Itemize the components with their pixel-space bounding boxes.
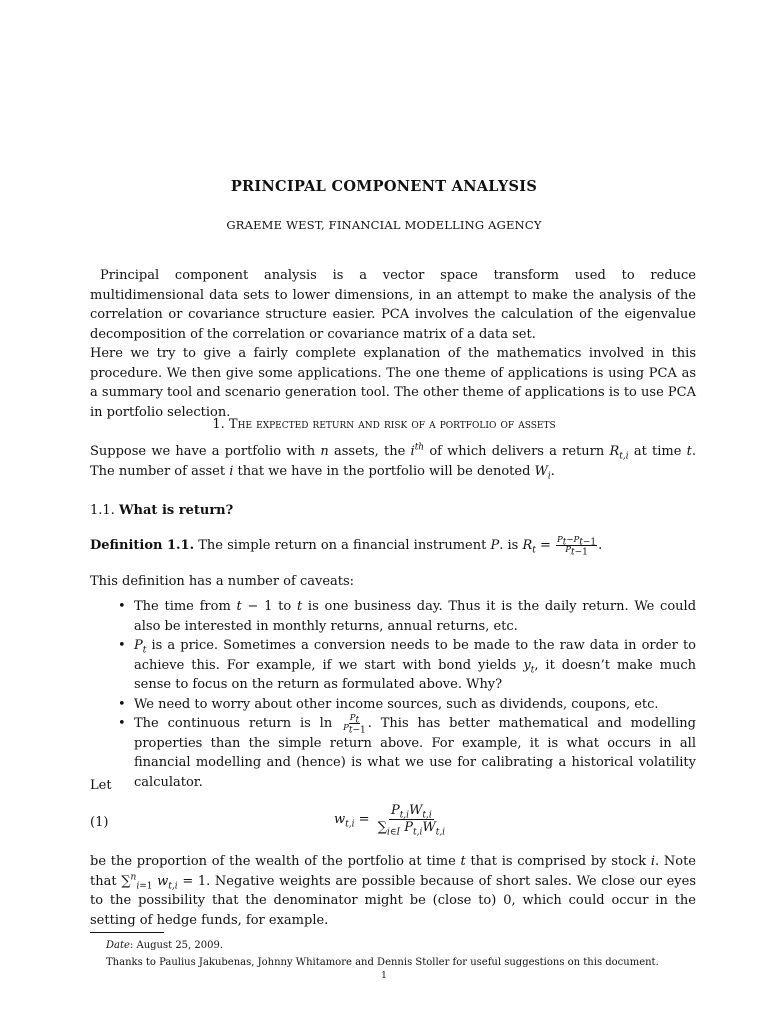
definition-label: Definition 1.1. [90, 538, 195, 553]
equation-weights: $w_{t,i}$ = $\frac{P_{t,i}W_{t,i}}{\sum_{i\in I} P_{t,i}W_{t,i}}$ [334, 803, 446, 838]
return-fraction: $\frac{P_t-P_{t-1}}{P_{t-1}}$ [557, 535, 597, 558]
subsection-title: What is return? [118, 503, 234, 518]
caveats-intro: This definition has a number of caveats: [90, 574, 355, 589]
footnote-date: Date: August 25, 2009. [106, 940, 224, 951]
subsection-number: 1.1. [90, 503, 115, 518]
section-number: 1. [212, 417, 225, 432]
paper-title: PRINCIPAL COMPONENT ANALYSIS [230, 178, 538, 195]
definition-text: The simple return on a financial instrument P. is $R_t$ = $\frac{P_t-P_{t-1}}{P_{t-1}}$ . [198, 535, 603, 558]
list-item: • $P_t$ is a price. Sometimes a conversion needs to be made to the raw data in order to achieve this. For example, if we start with bond yields $y_t$, it doesn’t make much sense to focus on the return as formulated above. Why? [90, 636, 696, 695]
abstract [90, 266, 696, 422]
footnote-thanks: Thanks to Paulius Jakubenas, Johnny Whitamore and Dennis Stoller for useful suggestions on this document. [106, 957, 659, 968]
list-item: • The continuous return is ln $\frac{P_t}{P_{t-1}}$ . This has better mathematical and modelling properties than the simple return above. For example, it is what occurs in all financial modelling and (hence) is what we use for calibrating a historical volatility calculator. [90, 714, 696, 792]
equation-number: (1) [90, 815, 109, 830]
list-item: • We need to worry about other income sources, such as dividends, coupons, etc. [90, 695, 696, 715]
footnote-rule [90, 932, 164, 933]
weight-fraction: $\frac{P_{t,i}W_{t,i}}{\sum_{i\in I} P_{t,i}W_{t,i}}$ [377, 803, 446, 838]
page-number: 1 [381, 971, 387, 981]
subsection-heading [90, 503, 233, 518]
section-title: The expected return and risk of a portfolio of assets [228, 417, 556, 432]
author-line: GRAEME WEST, FINANCIAL MODELLING AGENCY [226, 218, 542, 232]
section-intro: Suppose we have a portfolio with n assets, the $i^{th}$ of which delivers a return $R_{t,i}$ at time t. The number of asset i that we have in the portfolio will be denoted $W_i$. [90, 442, 697, 482]
list-item: • The time from t − 1 to t is one business day. Thus it is the daily return. We could also be interested in monthly returns, annual returns, etc. [90, 597, 696, 636]
caveat-list [90, 597, 696, 792]
abstract-paragraph-1: Principal component analysis is a vector space transform used to reduce multidimensional data sets to lower dimensions, in an attempt to make the analysis of the correlation or covariance structure easier. PCA involves the calculation of the eigenvalue decomposition of the correlation or covariance matrix of a data set. [90, 268, 696, 342]
date-label: Date [106, 940, 130, 951]
abstract-paragraph-2: Here we try to give a fairly complete explanation of the mathematics involved in this procedure. We then give some applications. The one theme of applications is using PCA as a summary tool and scenario generation tool. The other theme of applications is to use PCA in portfolio selection. [90, 346, 696, 420]
let-text: Let [90, 778, 112, 793]
equation-explanation: be the proportion of the wealth of the portfolio at time t that is comprised by stock i. Note that ∑$^n_{i=1}$ $w_{t,i} = 1$. Negative weights are possible because of short sales. We close our eyes to the possibility that the denominator might be (close to) 0, which could occur in the setting of hedge funds, for example. [90, 854, 697, 928]
section-heading [0, 417, 768, 432]
log-return-fraction: $\frac{P_t}{P_{t-1}}$ [343, 713, 366, 736]
definition [90, 535, 696, 558]
date-value: August 25, 2009. [136, 940, 224, 951]
